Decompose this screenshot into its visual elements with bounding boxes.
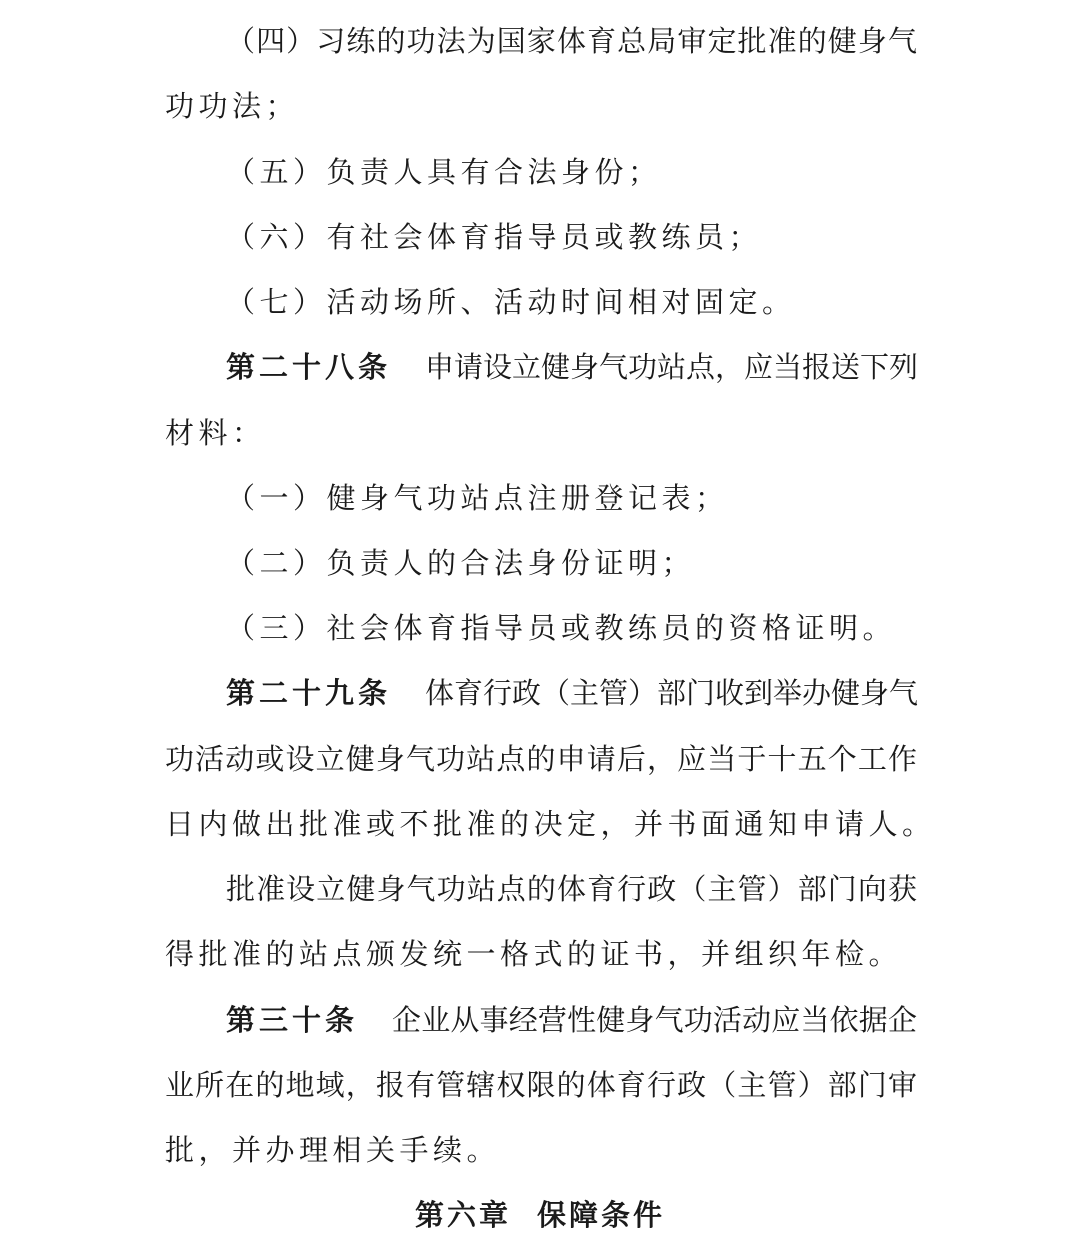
material-2: （二）负责人的合法身份证明； bbox=[226, 546, 696, 580]
article-29-line-2: 功活动或设立健身气功站点的申请后，应当于十五个工作 bbox=[165, 742, 917, 776]
article-30-line-2: 业所在的地域，报有管辖权限的体育行政（主管）部门审 bbox=[165, 1068, 917, 1102]
article-30-text: 企业从事经营性健身气功活动应当依据企 bbox=[392, 1003, 917, 1037]
article-30-line-3: 批，并办理相关手续。 bbox=[165, 1133, 501, 1167]
article-28-line-1 bbox=[226, 347, 917, 387]
article-28-heading: 第二十八条 bbox=[226, 350, 392, 384]
clause-6: （六）有社会体育指导员或教练员； bbox=[226, 220, 763, 254]
clause-4-line-2: 功功法； bbox=[165, 89, 300, 123]
material-3: （三）社会体育指导员或教练员的资格证明。 bbox=[226, 611, 897, 645]
approval-paragraph-line-2: 得批准的站点颁发统一格式的证书，并组织年检。 bbox=[165, 937, 903, 971]
clause-4-line-1: （四）习练的功法为国家体育总局审定批准的健身气 bbox=[226, 24, 917, 58]
approval-paragraph-line-1: 批准设立健身气功站点的体育行政（主管）部门向获 bbox=[226, 872, 917, 906]
article-28-line-2: 材料： bbox=[165, 416, 266, 450]
article-29-text: 体育行政（主管）部门收到举办健身气 bbox=[425, 676, 919, 710]
article-29-line-3: 日内做出批准或不批准的决定，并书面通知申请人。 bbox=[165, 807, 936, 841]
chapter-heading bbox=[0, 1195, 1080, 1235]
article-28-text: 申请设立健身气功站点，应当报送下列 bbox=[425, 350, 919, 384]
article-30-line-1 bbox=[226, 1000, 917, 1040]
article-29-line-1 bbox=[226, 673, 917, 713]
clause-7: （七）活动场所、活动时间相对固定。 bbox=[226, 285, 796, 319]
article-29-heading: 第二十九条 bbox=[226, 676, 392, 710]
chapter-number: 第六章 bbox=[414, 1198, 511, 1232]
material-1: （一）健身气功站点注册登记表； bbox=[226, 481, 729, 515]
clause-5: （五）负责人具有合法身份； bbox=[226, 155, 662, 189]
article-30-heading: 第三十条 bbox=[226, 1003, 359, 1037]
chapter-title: 保障条件 bbox=[537, 1198, 666, 1232]
